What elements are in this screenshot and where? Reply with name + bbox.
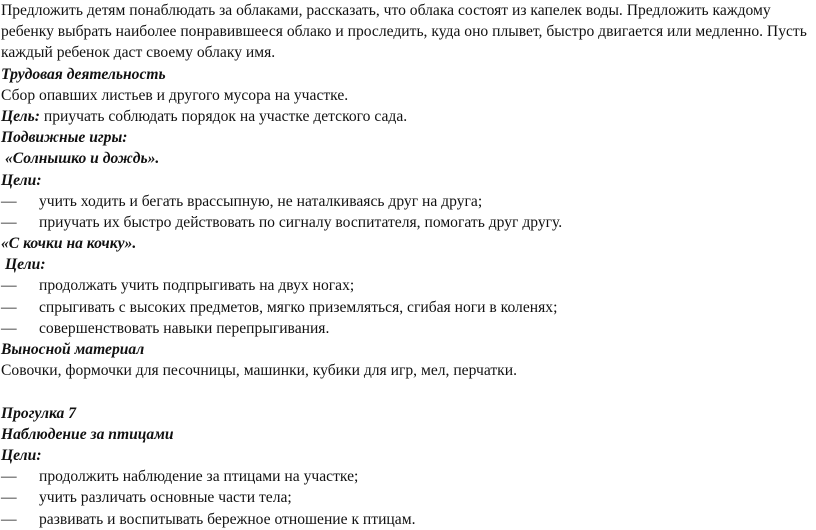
game2-goals-label: Цели: (5, 256, 46, 274)
labor-goal (1, 106, 816, 127)
list-item (1, 275, 816, 296)
labor-heading: Трудовая деятельность (1, 65, 166, 83)
labor-goal-text: приучать соблюдать порядок на участке детского сада. (39, 107, 408, 125)
list-item-text: продолжать учить подпрыгивать на двух ногах; (39, 277, 355, 295)
walk-subheading: Наблюдение за птицами (1, 425, 174, 443)
game1-goals-label: Цели: (1, 171, 42, 189)
labor-goal-label: Цель: (1, 107, 40, 125)
material-heading: Выносной материал (1, 341, 145, 359)
list-item (1, 466, 816, 487)
walk-goals-label: Цели: (1, 446, 42, 464)
list-item-text: учить различать основные части тела; (39, 489, 292, 507)
game2-title: «С кочки на кочку». (1, 235, 137, 253)
material-text: Совочки, формочки для песочницы, машинки, кубики для игр, мел, перчатки. (1, 362, 518, 380)
list-item-text: приучать их быстро действовать по сигналу воспитателя, помогать друг другу. (39, 213, 563, 231)
list-item-text: продолжить наблюдение за птицами на участке; (39, 468, 359, 486)
dash-bullet: — (1, 192, 17, 210)
list-item-text: учить ходить и бегать врассыпную, не наталкиваясь друг на друга; (39, 192, 483, 210)
intro-paragraph: Предложить детям понаблюдать за облаками, рассказать, что облака состоят из капелек воды. Предложить каждому ребенку выбрать наиболее понравившееся облако и проследить, куда оно плывет, быстро двигается или медленно. Пусть каждый ребенок даст своему облаку имя. (1, 2, 807, 62)
dash-bullet: — (1, 319, 17, 337)
game1-title: «Солнышко и дождь». (5, 150, 160, 168)
dash-bullet: — (1, 298, 17, 316)
dash-bullet: — (1, 213, 17, 231)
list-item (1, 487, 816, 508)
list-item-text: спрыгивать с высоких предметов, мягко приземляться, сгибая ноги в коленях; (39, 298, 558, 316)
dash-bullet: — (1, 277, 17, 295)
list-item (1, 318, 816, 339)
walk-heading: Прогулка 7 (1, 404, 76, 422)
list-item (1, 297, 816, 318)
list-item (1, 509, 816, 530)
blank-line (1, 381, 816, 402)
dash-bullet: — (1, 510, 17, 528)
list-item (1, 212, 816, 233)
labor-text: Сбор опавших листьев и другого мусора на участке. (1, 86, 349, 104)
list-item-text: совершенствовать навыки перепрыгивания. (39, 319, 330, 337)
list-item (1, 191, 816, 212)
dash-bullet: — (1, 489, 17, 507)
list-item-text: развивать и воспитывать бережное отношение к птицам. (39, 510, 416, 528)
games-heading: Подвижные игры: (1, 129, 128, 147)
dash-bullet: — (1, 468, 17, 486)
